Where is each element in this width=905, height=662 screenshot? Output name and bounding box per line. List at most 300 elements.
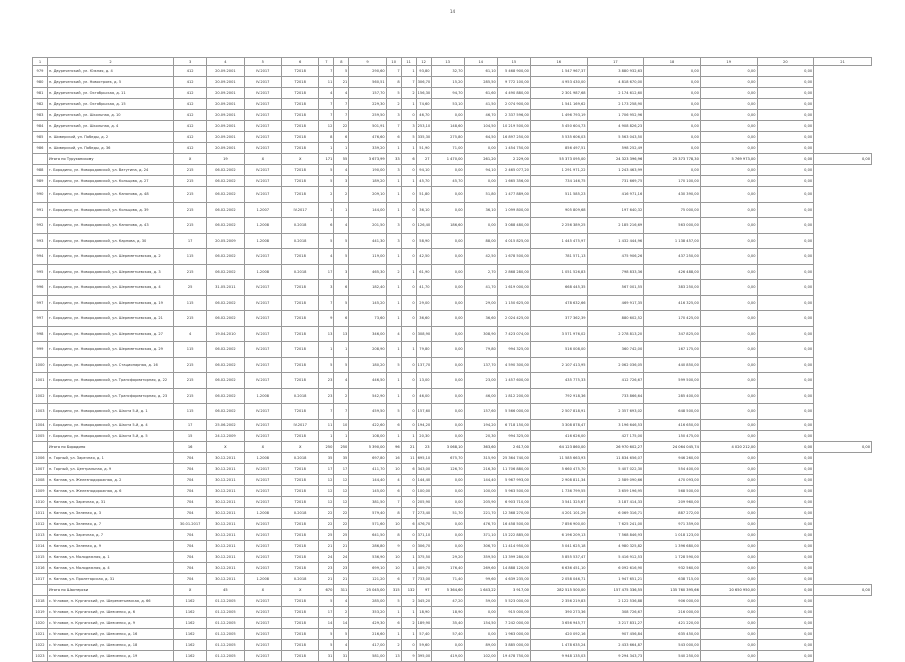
table-cell: 0,00 <box>700 518 757 529</box>
table-cell: 347 825,00 <box>644 326 701 342</box>
table-cell: 2 357 693,02 <box>587 404 644 420</box>
table-cell: 0,00 <box>700 617 757 628</box>
row-number-cell: 1023 <box>33 650 48 661</box>
table-cell: 0,00 <box>757 595 814 606</box>
table-cell: 36,60 <box>416 311 431 327</box>
table-cell: 0 <box>401 233 416 249</box>
table-cell: 7 <box>319 295 334 311</box>
table-cell: 0,00 <box>757 249 814 265</box>
table-cell: 1 <box>401 66 416 77</box>
table-cell: 13 <box>386 650 401 661</box>
table-cell: 215 <box>174 165 207 176</box>
table-cell: 2 173 258,90 <box>587 99 644 110</box>
table-cell: 5 468 900,00 <box>497 66 530 77</box>
table-cell: 275,80 <box>431 132 464 143</box>
table-cell: 0,00 <box>431 326 464 342</box>
table-cell: 176,40 <box>431 562 464 573</box>
table-cell: 5 <box>319 639 334 650</box>
table-cell: 7 <box>386 121 401 132</box>
table-cell: 0,00 <box>757 573 814 584</box>
table-cell: Т2018 <box>282 110 319 121</box>
table-cell: 598 252,49 <box>587 143 644 154</box>
table-cell: 0,00 <box>431 639 464 650</box>
table-cell: 42,50 <box>416 249 431 265</box>
table-cell: 29,00 <box>416 295 431 311</box>
table-cell: 0,00 <box>700 280 757 296</box>
table-cell: 9 948 135,03 <box>530 650 587 661</box>
table-cell: 06.02.2002 <box>207 311 244 327</box>
address-cell: п. Двуреченский, ул. Школьная, д. 10 <box>47 110 173 121</box>
table-row <box>33 388 872 404</box>
table-cell: 17 <box>319 463 334 474</box>
table-cell: 1 <box>386 311 401 327</box>
table-cell: 59,60 <box>416 639 431 650</box>
table-cell: 94,10 <box>464 165 497 176</box>
table-cell: 55 <box>334 154 349 165</box>
address-cell: г. Бородино, ул. Новородовской, ул. Кольцова, д. 39 <box>47 202 173 218</box>
table-cell: 1 <box>386 143 401 154</box>
table-cell: 7 242 000,00 <box>497 617 530 628</box>
table-cell: 0,00 <box>757 463 814 474</box>
row-number-cell: 990 <box>33 187 48 203</box>
table-cell: 0 <box>401 529 416 540</box>
table-cell: 1.2008 <box>244 264 281 280</box>
table-cell: 6 <box>401 518 416 529</box>
table-cell: 30.12.2011 <box>207 573 244 584</box>
table-cell: Т2018 <box>282 463 319 474</box>
table-cell: 5 769 973,00 <box>700 154 757 165</box>
table-cell: 0 <box>401 496 416 507</box>
table-cell: 94,70 <box>431 88 464 99</box>
table-cell: 3 068,10 <box>431 441 464 452</box>
table-cell: 1.2008 <box>244 233 281 249</box>
table-cell: 579,40 <box>349 507 386 518</box>
table-cell: 1 <box>319 202 334 218</box>
table-cell: 0 <box>401 357 416 373</box>
address-cell: п. Канзав, ул. Железнодорожная, д. 6 <box>47 485 173 496</box>
table-cell: 1 678 500,00 <box>497 249 530 265</box>
table-cell: IV.2017 <box>244 529 281 540</box>
table-cell: 3 <box>334 176 349 187</box>
table-cell: 59,00 <box>464 595 497 606</box>
table-cell: 20.05.2009 <box>207 233 244 249</box>
column-number: 2 <box>47 58 173 66</box>
table-cell: 97 <box>416 584 431 595</box>
table-cell: 06.02.2002 <box>207 388 244 404</box>
table-cell: Х <box>207 441 244 452</box>
table-cell: 0,00 <box>757 419 814 430</box>
table-cell: 695,10 <box>416 452 431 463</box>
table-cell: 19 <box>207 154 244 165</box>
table-cell: 469 917,35 <box>587 295 644 311</box>
table-cell: 4 590 300,00 <box>497 357 530 373</box>
table-cell: 412 <box>174 121 207 132</box>
table-cell: 5 566 000,00 <box>497 404 530 420</box>
table-cell: 6 636 451,10 <box>530 562 587 573</box>
table-cell: Т2018 <box>282 404 319 420</box>
table-cell: 61,90 <box>416 264 431 280</box>
table-cell: 286,80 <box>349 540 386 551</box>
table-cell: 412 <box>174 77 207 88</box>
row-number-cell: 1021 <box>33 628 48 639</box>
table-cell: 5 523 000,00 <box>497 595 530 606</box>
table-cell: 359,50 <box>464 551 497 562</box>
table-cell: 4 015 825,00 <box>497 233 530 249</box>
table-row <box>33 202 872 218</box>
table-cell: 20 650 950,00 <box>700 584 757 595</box>
table-cell: IV.2017 <box>244 357 281 373</box>
table-cell: 476,70 <box>464 518 497 529</box>
table-cell: 2 589 090,66 <box>587 474 644 485</box>
table-cell: 0,00 <box>644 132 701 143</box>
table-cell: 699,10 <box>349 562 386 573</box>
table-cell: 0,00 <box>464 176 497 187</box>
table-cell: IV.2017 <box>244 187 281 203</box>
table-cell: IV.2017 <box>244 628 281 639</box>
table-row <box>33 249 872 265</box>
table-cell: 306,70 <box>416 540 431 551</box>
row-number-cell: 996 <box>33 280 48 296</box>
table-cell: 104,50 <box>464 121 497 132</box>
table-cell: 29,00 <box>464 295 497 311</box>
table-cell: 30.12.2011 <box>207 529 244 540</box>
table-cell: 470 093,00 <box>644 474 701 485</box>
table-cell: 0,00 <box>464 628 497 639</box>
table-cell: 343,00 <box>416 463 431 474</box>
table-cell: 2 <box>401 88 416 99</box>
table-cell: 209,10 <box>349 187 386 203</box>
table-cell: 1 <box>319 143 334 154</box>
table-cell: 1 243 463,99 <box>587 165 644 176</box>
register-body <box>33 66 872 662</box>
table-cell: 75 000,00 <box>644 202 701 218</box>
table-row <box>33 529 872 540</box>
address-cell: п. Канзав, ул. Заречная, д. 7 <box>47 529 173 540</box>
table-cell: 599 500,00 <box>644 373 701 389</box>
table-cell: 5 <box>319 176 334 187</box>
table-cell: 215 <box>174 176 207 187</box>
table-row <box>33 452 872 463</box>
table-cell: 73,60 <box>349 311 386 327</box>
table-cell: 5 <box>386 404 401 420</box>
table-cell: 06.02.2002 <box>207 357 244 373</box>
table-cell: 422,60 <box>349 419 386 430</box>
table-cell: 06.02.2002 <box>207 187 244 203</box>
table-cell: 144,00 <box>349 202 386 218</box>
table-cell: 6 092 616,90 <box>587 562 644 573</box>
table-cell: IV.2017 <box>244 326 281 342</box>
table-cell: 0 <box>401 419 416 430</box>
table-cell: 638 715,00 <box>644 573 701 584</box>
table-cell: 516 008,00 <box>530 342 587 358</box>
table-cell: 3 <box>386 165 401 176</box>
table-cell: 0,00 <box>431 357 464 373</box>
table-cell: 0,00 <box>700 507 757 518</box>
table-cell: 563 000,00 <box>644 218 701 234</box>
table-cell: IV.2017 <box>244 342 281 358</box>
table-cell: 7 423 074,00 <box>497 326 530 342</box>
table-cell: 23 <box>334 562 349 573</box>
table-cell: 06.02.2002 <box>207 202 244 218</box>
table-cell: 1 <box>386 202 401 218</box>
table-cell: 0,00 <box>700 474 757 485</box>
table-cell: 2 <box>386 99 401 110</box>
table-cell: 0,00 <box>814 154 872 165</box>
table-cell: 2 <box>401 595 416 606</box>
table-cell: 0,00 <box>700 165 757 176</box>
table-cell: 1 <box>401 562 416 573</box>
address-cell: п. Канзав, ул. Молодежная, д. 4 <box>47 562 173 573</box>
table-cell: 35 <box>334 452 349 463</box>
table-cell: 100,00 <box>464 485 497 496</box>
table-cell: 71,00 <box>431 143 464 154</box>
table-cell: 1 <box>401 606 416 617</box>
table-cell: 01.12.2005 <box>207 628 244 639</box>
table-cell: 906 000,00 <box>644 595 701 606</box>
table-cell: IV.2017 <box>244 617 281 628</box>
table-cell: 30.12.2011 <box>207 540 244 551</box>
table-cell: 4 <box>174 326 207 342</box>
table-cell: 30.12.2011 <box>207 518 244 529</box>
table-cell: 0 <box>401 187 416 203</box>
table-cell: 0,00 <box>700 264 757 280</box>
table-cell: 42,50 <box>464 249 497 265</box>
table-cell: 971 359,00 <box>644 518 701 529</box>
table-cell: 0,00 <box>814 441 872 452</box>
table-cell: 994 325,00 <box>497 430 530 441</box>
table-cell: 61,10 <box>464 66 497 77</box>
table-cell: 205,90 <box>464 496 497 507</box>
table-cell: 0,00 <box>700 650 757 661</box>
table-row <box>33 110 872 121</box>
table-cell: 171 <box>319 154 334 165</box>
table-cell: 5 <box>334 66 349 77</box>
table-cell: 7 <box>319 99 334 110</box>
table-cell: Т2018 <box>282 551 319 562</box>
table-cell: 5 563 043,50 <box>587 132 644 143</box>
table-cell: 0 <box>401 249 416 265</box>
table-cell: 3 <box>386 110 401 121</box>
table-cell: 215 <box>174 187 207 203</box>
table-cell: 7 <box>334 99 349 110</box>
table-cell: 126,40 <box>416 218 431 234</box>
table-cell: 0,00 <box>700 540 757 551</box>
table-cell: 915 000,00 <box>497 606 530 617</box>
table-cell: 0,00 <box>700 187 757 203</box>
table-cell: 416 626,00 <box>530 430 587 441</box>
table-cell: 1 <box>401 264 416 280</box>
table-cell: 186,60 <box>431 218 464 234</box>
table-cell: 06.02.2002 <box>207 404 244 420</box>
table-cell: 10 <box>386 551 401 562</box>
table-cell: Т2018 <box>282 88 319 99</box>
table-cell: 14 <box>334 617 349 628</box>
row-number-cell: 1013 <box>33 529 48 540</box>
table-cell: 0,00 <box>757 452 814 463</box>
table-cell: 6 <box>386 485 401 496</box>
table-cell: Т2018 <box>282 595 319 606</box>
table-cell: 0,00 <box>431 264 464 280</box>
table-cell: Т2018 <box>282 77 319 88</box>
table-cell: 6 <box>401 463 416 474</box>
address-cell: г. Бородино, ул. Новородовской, ул. Шахта 5-й, д. 5 <box>47 430 173 441</box>
table-cell: 26 970 602,27 <box>587 441 644 452</box>
column-number: 18 <box>644 58 701 66</box>
row-number-cell: 984 <box>33 121 48 132</box>
table-cell: 306,70 <box>416 77 431 88</box>
table-cell: 7 568 846,93 <box>587 529 644 540</box>
table-cell: 476,60 <box>349 132 386 143</box>
row-number-cell: 1011 <box>33 507 48 518</box>
table-cell: 30.12.2011 <box>207 496 244 507</box>
column-number: 11 <box>401 58 416 66</box>
table-cell: 30.12.2011 <box>207 562 244 573</box>
table-cell: 2 <box>334 187 349 203</box>
row-number-cell: 1002 <box>33 388 48 404</box>
table-cell: 15,20 <box>431 77 464 88</box>
table-cell: 14 888 120,00 <box>497 562 530 573</box>
table-cell: 560,51 <box>349 77 386 88</box>
table-cell: 0,00 <box>757 326 814 342</box>
table-cell: 282 515 500,00 <box>530 584 587 595</box>
table-cell: 0,00 <box>757 606 814 617</box>
column-number: 1 <box>33 58 48 66</box>
table-row <box>33 77 872 88</box>
table-cell: 581,00 <box>349 650 386 661</box>
table-cell: 5 967 993,00 <box>497 474 530 485</box>
table-cell: IV.2017 <box>244 595 281 606</box>
table-row <box>33 165 872 176</box>
table-cell: 4 <box>334 373 349 389</box>
table-cell: 6 <box>386 132 401 143</box>
row-number-cell: 997 <box>33 295 48 311</box>
table-cell: 10 <box>386 562 401 573</box>
table-row <box>33 295 872 311</box>
table-cell: 24 064 045,74 <box>644 441 701 452</box>
table-cell: 946 260,00 <box>644 452 701 463</box>
table-cell: 4 020 212,00 <box>700 441 757 452</box>
row-number-cell: 997 <box>33 311 48 327</box>
table-cell: 905 809,68 <box>530 202 587 218</box>
row-number-cell: 1004 <box>33 419 48 430</box>
table-cell: 1.2008 <box>244 452 281 463</box>
table-cell: Х <box>282 441 319 452</box>
table-cell: 798 833,36 <box>587 264 644 280</box>
table-cell: 4 980 325,82 <box>587 540 644 551</box>
row-number-cell: 993 <box>33 233 48 249</box>
table-cell: II.2018 <box>282 573 319 584</box>
table-cell: 704 <box>174 485 207 496</box>
table-cell: 79,80 <box>464 342 497 358</box>
table-cell: 25 <box>334 529 349 540</box>
table-cell: 1 <box>401 143 416 154</box>
table-cell: 25 <box>319 529 334 540</box>
table-row <box>33 373 872 389</box>
table-cell: Т2018 <box>282 165 319 176</box>
table-cell: 3 <box>334 264 349 280</box>
table-row <box>33 496 872 507</box>
table-cell: 543 000,00 <box>644 639 701 650</box>
table-cell: 20.09.2001 <box>207 121 244 132</box>
table-cell: 1 <box>386 187 401 203</box>
table-cell: 20.09.2001 <box>207 132 244 143</box>
table-cell: 01.12.2005 <box>207 606 244 617</box>
column-number: 15 <box>497 58 530 66</box>
table-cell: Т2018 <box>282 650 319 661</box>
table-cell: 1162 <box>174 617 207 628</box>
table-cell: IV.2017 <box>244 311 281 327</box>
table-cell: 1 <box>319 430 334 441</box>
table-cell: 208,90 <box>349 342 386 358</box>
table-cell: 10 <box>334 419 349 430</box>
table-cell: 190,00 <box>349 165 386 176</box>
table-cell: 41,70 <box>416 280 431 296</box>
table-cell: 0,00 <box>700 110 757 121</box>
table-cell: 390 273,36 <box>530 606 587 617</box>
table-cell: 0,00 <box>757 77 814 88</box>
table-cell: 5 <box>319 595 334 606</box>
address-cell: п. Канзав, ул. Железнодорожная, д. 2 <box>47 474 173 485</box>
table-row <box>33 311 872 327</box>
table-cell: 1 812 200,00 <box>497 388 530 404</box>
table-cell: 22 <box>319 507 334 518</box>
table-cell: 1.2008 <box>244 573 281 584</box>
row-number-cell: 1020 <box>33 617 48 628</box>
table-cell: IV.2017 <box>244 496 281 507</box>
row-number-cell: 1000 <box>33 357 48 373</box>
table-row <box>33 617 872 628</box>
table-cell: 12 <box>319 121 334 132</box>
table-cell: 315,90 <box>464 452 497 463</box>
table-cell: 5 <box>386 88 401 99</box>
table-cell: IV.2017 <box>244 562 281 573</box>
table-cell: 13 399 280,00 <box>497 551 530 562</box>
table-cell: 46,70 <box>416 110 431 121</box>
table-row <box>33 342 872 358</box>
table-row <box>33 264 872 280</box>
table-cell: 420 092,16 <box>530 628 587 639</box>
table-cell: 704 <box>174 573 207 584</box>
table-cell: Т2018 <box>282 562 319 573</box>
table-cell: 1.2008 <box>244 218 281 234</box>
table-cell: 51,90 <box>416 143 431 154</box>
table-cell: 0,00 <box>700 628 757 639</box>
table-cell: 375,50 <box>416 551 431 562</box>
table-cell: 0,00 <box>644 165 701 176</box>
table-row <box>33 573 872 584</box>
table-cell: 0,00 <box>757 154 814 165</box>
table-cell: 1 728 590,00 <box>644 551 701 562</box>
table-cell: 887 272,00 <box>644 507 701 518</box>
table-cell: Т2018 <box>282 342 319 358</box>
table-cell: 4 <box>334 218 349 234</box>
table-cell: 20.09.2001 <box>207 88 244 99</box>
table-cell: 2 433 664,87 <box>587 639 644 650</box>
table-cell: 311 <box>334 584 349 595</box>
table-cell: 215 <box>174 202 207 218</box>
table-cell: 383 250,00 <box>644 280 701 296</box>
table-row <box>33 143 872 154</box>
table-cell: 1 396 680,00 <box>644 540 701 551</box>
table-cell: 0,00 <box>757 176 814 187</box>
table-cell: 4 201 101,29 <box>530 507 587 518</box>
table-cell: 0,00 <box>757 165 814 176</box>
table-cell: 7 <box>386 66 401 77</box>
table-cell: 285,00 <box>349 595 386 606</box>
table-cell: 7 856 900,00 <box>530 518 587 529</box>
table-cell: 704 <box>174 463 207 474</box>
row-number-cell: 1008 <box>33 474 48 485</box>
